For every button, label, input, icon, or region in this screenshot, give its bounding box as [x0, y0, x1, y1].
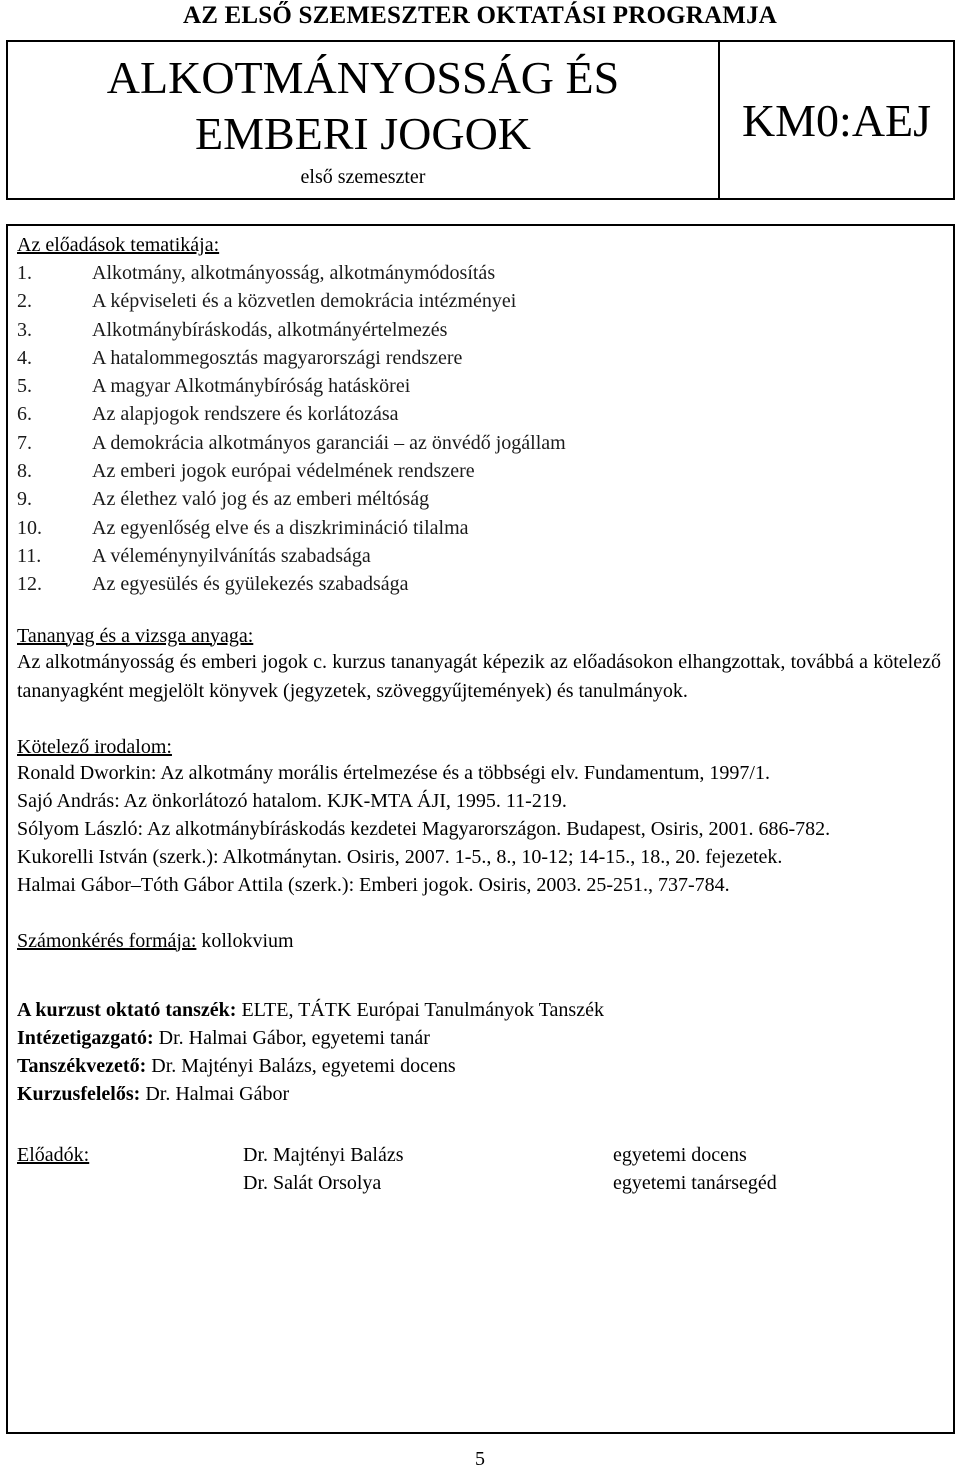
course-responsible-label: Kurzusfelelős: [17, 1082, 141, 1105]
department-head-row [17, 1052, 941, 1080]
institute-director-label: Intézetigazgató: [17, 1026, 154, 1049]
lecturer-title: egyetemi tanársegéd [613, 1171, 777, 1194]
topic-text: Az élethez való jog és az emberi méltóság [92, 488, 430, 511]
list-item: Halmai Gábor–Tóth Gábor Attila (szerk.): Emberi jogok. Osiris, 2003. 25-251., 737-784. [17, 873, 730, 896]
topic-text: A képviseleti és a közvetlen demokrácia intézményei [92, 290, 517, 313]
department-row [17, 996, 941, 1024]
topics-heading: Az előadások tematikája: [17, 234, 220, 256]
topic-number: 10. [17, 516, 42, 539]
topic-text: Az alapjogok rendszere és korlátozása [92, 403, 399, 426]
institute-director-row [17, 1024, 941, 1052]
topic-text: Az egyenlőség elve és a diszkrimináció tilalma [92, 516, 469, 539]
topic-number: 11. [17, 544, 42, 567]
lecturers-label: Előadók: [17, 1143, 90, 1166]
department-head-value: Dr. Majtényi Balázs, egyetemi docens [146, 1054, 456, 1077]
topic-number: 9. [17, 488, 32, 511]
list-item [17, 316, 941, 344]
topic-number: 6. [17, 403, 32, 426]
topic-text: A magyar Alkotmánybíróság hatáskörei [92, 375, 411, 398]
lecturer-name: Dr. Majtényi Balázs [243, 1143, 404, 1166]
course-title-box [6, 40, 955, 200]
topic-number: 5. [17, 375, 32, 398]
page-heading: AZ ELSŐ SZEMESZTER OKTATÁSI PROGRAMJA [182, 2, 778, 29]
course-title [107, 50, 619, 162]
course-title-line-2: EMBERI JOGOK [194, 108, 532, 159]
topic-number: 1. [17, 262, 32, 284]
material-heading: Tananyag és a vizsga anyaga: [17, 624, 254, 647]
list-item [17, 287, 941, 315]
topic-text: Az emberi jogok európai védelmének rendszere [92, 460, 475, 483]
assessment-row [17, 927, 941, 955]
institute-director-value: Dr. Halmai Gábor, egyetemi tanár [153, 1026, 430, 1049]
page-number: 5 [475, 1448, 485, 1470]
course-responsible-row [17, 1080, 941, 1108]
list-item [17, 372, 941, 400]
lecturer-name: Dr. Salát Orsolya [243, 1171, 382, 1194]
topic-number: 12. [17, 573, 42, 596]
course-code: KM0:AEJ [741, 94, 932, 146]
list-item [17, 457, 941, 485]
assessment-value: kollokvium [196, 929, 294, 952]
list-item [17, 344, 941, 372]
topic-text: Alkotmány, alkotmányosság, alkotmánymódosítás [92, 262, 496, 284]
literature-heading: Kötelező irodalom: [17, 735, 172, 758]
topic-text: Az egyesülés és gyülekezés szabadsága [92, 573, 409, 596]
department-value: ELTE, TÁTK Európai Tanulmányok Tanszék [236, 998, 604, 1021]
list-item [17, 429, 941, 457]
topic-text: A véleménynyilvánítás szabadsága [92, 544, 371, 567]
lecturers-row [17, 1141, 941, 1197]
topic-text: A demokrácia alkotmányos garanciái – az önvédő jogállam [92, 431, 566, 454]
topic-number: 3. [17, 318, 32, 341]
list-item [17, 570, 941, 598]
list-item [17, 259, 941, 287]
topic-text: Alkotmánybíráskodás, alkotmányértelmezés [92, 318, 448, 341]
list-item [17, 542, 941, 570]
assessment-label: Számonkérés formája: [17, 929, 197, 952]
course-responsible-value: Dr. Halmai Gábor [140, 1082, 290, 1105]
topic-number: 4. [17, 346, 32, 369]
topic-text: A hatalommegosztás magyarországi rendszere [92, 346, 463, 369]
list-item [17, 485, 941, 513]
department-label: A kurzust oktató tanszék: [17, 998, 237, 1021]
lecturer-title: egyetemi docens [613, 1143, 747, 1166]
list-item: Ronald Dworkin: Az alkotmány morális értelmezése és a többségi elv. Fundamentum, 1997/1. [17, 761, 770, 784]
department-head-label: Tanszékvezető: [17, 1054, 147, 1077]
course-details-box [6, 224, 955, 1434]
course-title-line-1: ALKOTMÁNYOSSÁG ÉS [106, 52, 620, 103]
material-text: Az alkotmányosság és emberi jogok c. kurzus tananyagát képezik az előadásokon elhangzottak, továbbá a kötelező tananyagként megjelölt könyvek (jegyzetek, szöveggyűjtemények) és tanulmányok. [17, 650, 941, 702]
topic-number: 7. [17, 431, 32, 454]
semester-label: első szemeszter [300, 166, 426, 188]
list-item [17, 400, 941, 428]
course-title-cell [8, 42, 720, 198]
list-item [17, 514, 941, 542]
list-item: Kukorelli István (szerk.): Alkotmánytan. Osiris, 2007. 1-5., 8., 10-12; 14-15., 18., 20. fejezetek. [17, 845, 783, 868]
topic-number: 8. [17, 460, 32, 483]
topics-list [17, 259, 941, 599]
list-item: Sólyom László: Az alkotmánybíráskodás kezdetei Magyarországon. Budapest, Osiris, 2001. 686-782. [17, 817, 831, 840]
list-item: Sajó András: Az önkorlátozó hatalom. KJK-MTA ÁJI, 1995. 11-219. [17, 789, 567, 812]
topic-number: 2. [17, 290, 32, 313]
